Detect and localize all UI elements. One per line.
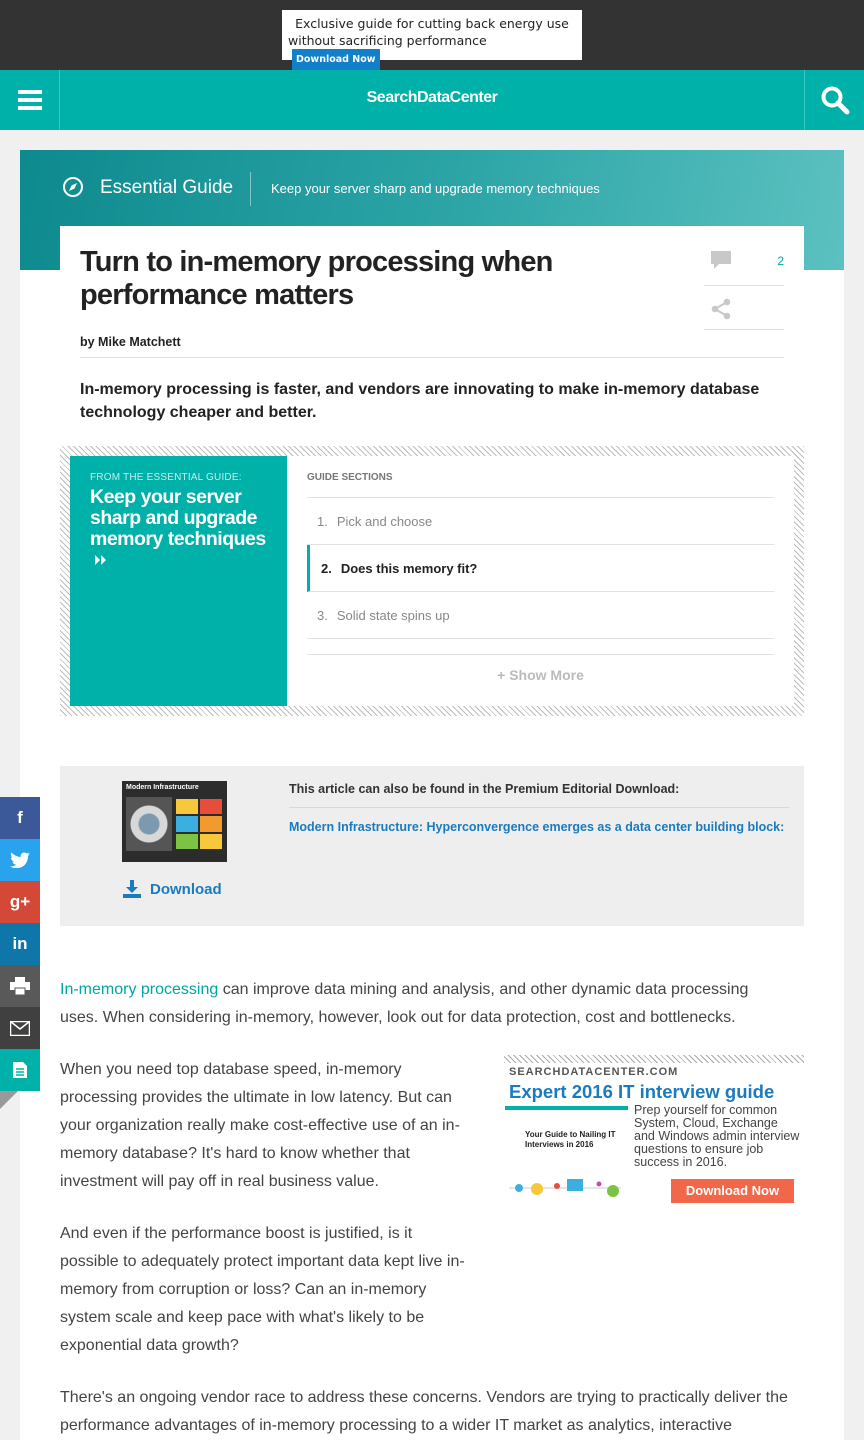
inline-ad-stripe xyxy=(504,1055,804,1063)
premium-label: This article can also be found in the Premium Editorial Download: xyxy=(289,782,680,796)
article-card xyxy=(60,226,804,1440)
guide-section-number: 2. xyxy=(321,560,332,576)
article-byline[interactable]: by Mike Matchett xyxy=(80,335,181,349)
email-icon xyxy=(10,1021,30,1036)
share-button[interactable] xyxy=(704,286,784,330)
ebook-cover-title: Modern Infrastructure xyxy=(126,784,199,791)
ebook-cover-image[interactable] xyxy=(122,781,227,862)
premium-download-box xyxy=(60,766,804,926)
premium-divider xyxy=(289,807,789,808)
site-navbar xyxy=(0,70,864,130)
guide-section-number: 3. xyxy=(317,607,328,623)
article-tools xyxy=(704,242,784,330)
guide-promo-title-text: Keep your server sharp and upgrade memory techniques xyxy=(90,486,266,550)
essential-guide-title[interactable]: Keep your server sharp and upgrade memory techniques xyxy=(271,181,600,196)
search-button[interactable] xyxy=(804,70,864,130)
ad-headline-line2 xyxy=(288,32,576,70)
body-paragraph-3: And even if the performance boost is justified, is it possible to adequately protect important data kept live in-memory from corruption or loss? Can an in-memory system scale and keep pace with what's likely to be exponential data growth? xyxy=(60,1225,465,1354)
body-paragraph-1 xyxy=(60,976,790,1032)
print-button[interactable] xyxy=(0,965,40,1007)
googleplus-share-button[interactable] xyxy=(0,881,40,923)
download-label: Download xyxy=(150,880,222,898)
compass-icon xyxy=(62,176,84,198)
linkedin-icon: in xyxy=(12,934,28,953)
share-icon xyxy=(710,298,732,320)
facebook-share-button[interactable] xyxy=(0,797,40,839)
body-paragraph-4: There's an ongoing vendor race to address these concerns. Vendors are trying to practically deliver the performance advantages of in-memory processing to a wider IT market as analytics, interactive xyxy=(60,1389,788,1434)
in-memory-processing-link[interactable]: In-memory processing xyxy=(60,981,219,998)
premium-download-link[interactable] xyxy=(122,879,222,899)
social-share-rail xyxy=(0,797,40,1091)
inline-ad-thumbnail[interactable] xyxy=(505,1106,628,1200)
googleplus-icon: g+ xyxy=(9,892,31,911)
ad-download-button[interactable]: Download Now xyxy=(292,49,380,70)
essential-guide-label[interactable]: Essential Guide xyxy=(100,177,234,198)
twitter-share-button[interactable] xyxy=(0,839,40,881)
ebook-cover-graphic xyxy=(126,797,172,851)
guide-section-item[interactable] xyxy=(307,498,774,545)
guide-section-label: Does this memory fit? xyxy=(340,560,478,576)
top-ad-banner[interactable] xyxy=(282,10,582,65)
inline-ad-thumb-graphic xyxy=(509,1178,621,1198)
guide-box-inner xyxy=(70,456,794,706)
essential-guide-box xyxy=(60,446,804,716)
inline-ad-download-button[interactable]: Download Now xyxy=(671,1179,794,1203)
facebook-icon: f xyxy=(17,808,23,827)
print-icon xyxy=(10,977,30,995)
guide-section-item[interactable] xyxy=(307,592,774,639)
social-rail-fold xyxy=(0,1091,18,1109)
top-ad-bar xyxy=(0,0,864,70)
comment-count: 2 xyxy=(777,254,784,268)
notes-icon xyxy=(12,1061,28,1079)
byline-divider xyxy=(80,357,784,358)
inline-ad-thumb-text: Your Guide to Nailing IT Interviews in 2016 xyxy=(525,1130,616,1149)
email-share-button[interactable] xyxy=(0,1007,40,1049)
guide-section-item-active[interactable] xyxy=(307,545,774,592)
body-paragraph-2: When you need top database speed, in-memory processing provides the ultimate in low latency. But can your organization really make cost-effective use of an in-memory database? It's hard to know whether that investment will pay off in real business value. xyxy=(60,1061,460,1190)
guide-promo[interactable] xyxy=(70,456,287,706)
double-chevron-right-icon xyxy=(94,554,108,566)
premium-issue-link[interactable]: Modern Infrastructure: Hyperconvergence emerges as a data center building block: xyxy=(289,820,785,834)
inline-ad-description: Prep yourself for common System, Cloud, Exchange and Windows admin interview questions to ensure job success in 2016. xyxy=(634,1103,800,1169)
guide-promo-title xyxy=(90,487,267,571)
article-dek: In-memory processing is faster, and vendors are innovating to make in-memory database technology cheaper and better. xyxy=(80,381,760,421)
inline-ad[interactable] xyxy=(504,1055,804,1203)
ebook-cover-tiles xyxy=(176,799,222,849)
comments-button[interactable] xyxy=(704,242,784,286)
guide-sections-header: GUIDE SECTIONS xyxy=(307,472,774,498)
search-icon xyxy=(820,85,850,115)
guide-section-number: 1. xyxy=(317,513,328,529)
ad-headline-line1: Exclusive guide for cutting back energy use xyxy=(295,16,569,31)
article-title: Turn to in-memory processing when performance matters xyxy=(80,246,553,311)
linkedin-share-button[interactable] xyxy=(0,923,40,965)
ad-headline-line2-text: without sacrificing performance xyxy=(288,33,487,48)
show-more-button[interactable]: + Show More xyxy=(307,654,774,683)
guide-section-label: Solid state spins up xyxy=(336,607,450,623)
body-paragraph-1-text: can improve data mining and analysis, and other dynamic data processing uses. When considering in-memory, however, look out for data protection, cost and bottlenecks. xyxy=(60,981,749,1026)
download-icon xyxy=(122,879,142,899)
hero-divider xyxy=(250,172,251,206)
inline-ad-headline[interactable]: Expert 2016 IT interview guide xyxy=(509,1081,775,1102)
guide-sections xyxy=(307,472,774,683)
site-brand[interactable]: SearchDataCenter xyxy=(366,89,498,106)
page-panel xyxy=(20,150,844,1440)
notes-button[interactable] xyxy=(0,1049,40,1091)
twitter-icon xyxy=(10,852,30,868)
comment-icon xyxy=(710,250,732,270)
inline-ad-source: SEARCHDATACENTER.COM xyxy=(509,1066,679,1078)
guide-from-label: FROM THE ESSENTIAL GUIDE: xyxy=(90,472,242,483)
guide-section-label: Pick and choose xyxy=(336,513,433,529)
